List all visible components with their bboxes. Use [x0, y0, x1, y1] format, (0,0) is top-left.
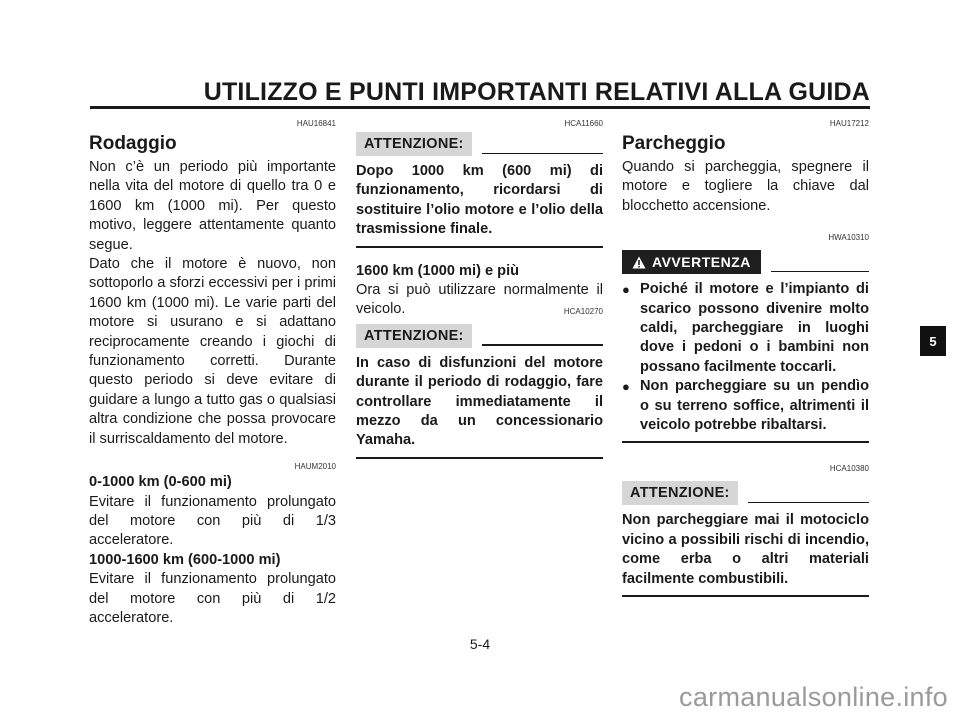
paragraph: Ora si può utilizzare normalmente il veicolo.: [356, 282, 603, 318]
warning-list: [622, 280, 869, 435]
caution-rule: [482, 344, 603, 346]
caution-header: [356, 130, 603, 158]
caution-text: Dopo 1000 km (600 mi) di funzionamento, ricordarsi di sostituire l’olio motore e l’olio della trasmissione finale.: [356, 163, 603, 238]
section-code: HCA10270: [563, 306, 603, 316]
warning-header: [622, 248, 869, 276]
section-code: HAU16841: [296, 119, 336, 128]
caution-end-rule: [356, 246, 603, 248]
list-item: ● Non parcheggiare su un pendìo o su terreno soffice, altrimenti il veicolo potrebbe ribaltarsi.: [622, 377, 869, 435]
section-code: HCA11660: [564, 119, 603, 128]
section-heading-parcheggio: Parcheggio: [622, 133, 726, 154]
caution-badge: ATTENZIONE:: [356, 324, 472, 348]
paragraph: Evitare il funzionamento prolungato del motore con più di 1/2 acceleratore.: [89, 571, 336, 626]
bullet-icon: ●: [622, 379, 630, 395]
caution-header: [622, 479, 869, 507]
paragraph: Non c’è un periodo più importante nella vita del motore di quello tra 0 e 1600 km (1000 mi). Per questo motivo, leggere attentamente quanto segue.: [89, 159, 336, 253]
paragraph: Quando si parcheggia, spegnere il motore e togliere la chiave dal blocchetto accensione.: [622, 159, 869, 214]
subheading: 0-1000 km (0-600 mi): [89, 474, 232, 491]
warning-triangle-icon: [632, 256, 646, 269]
subheading: 1600 km (1000 mi) e più: [356, 262, 520, 279]
caution-header: [356, 322, 603, 350]
section-code: HWA10310: [828, 233, 869, 243]
caution-end-rule: [622, 595, 869, 597]
bullet-icon: ●: [622, 282, 630, 298]
caution-text: In caso di disfunzioni del motore durante il periodo di rodaggio, fare controllare immediatamente il mezzo da un concessionario Yamaha.: [356, 354, 603, 449]
caution-text: Non parcheggiare mai il motociclo vicino a possibili rischi di incendio, come erba o altri materiali facilmente combustibili.: [622, 512, 869, 587]
list-item: ● Poiché il motore e l’impianto di scarico possono divenire molto caldi, parcheggiare in luoghi dove i pedoni o i bambini non possano facilmente toccarli.: [622, 280, 869, 377]
subheading: 1000-1600 km (600-1000 mi): [89, 551, 281, 568]
paragraph: Dato che il motore è nuovo, non sottoporlo a sforzi eccessivi per i primi 1600 km (1000 mi). Le varie parti del motore si usurano e si adattano reciprocamente creando i giochi di funzionamento corretti. Durante questo periodo si deve evitare di guidare a lungo a tutto gas o qualsiasi altra condizione che possa provocare il surriscaldamento del motore.: [89, 256, 336, 447]
section-code: HCA10380: [829, 464, 869, 474]
column-middle: [356, 118, 603, 459]
column-right: [622, 118, 869, 597]
paragraph: Evitare il funzionamento prolungato del motore con più di 1/3 acceleratore.: [89, 493, 336, 549]
chapter-tab: 5: [920, 326, 946, 356]
section-code: HAUM2010: [294, 462, 336, 472]
watermark: carmanualsonline.info: [679, 682, 948, 712]
section-heading-rodaggio: Rodaggio: [89, 133, 177, 154]
caution-badge: ATTENZIONE:: [356, 132, 472, 156]
warning-end-rule: [622, 441, 869, 443]
page-number: 5-4: [469, 636, 491, 652]
warning-badge: [622, 250, 761, 274]
caution-end-rule: [356, 457, 603, 459]
column-left: [89, 118, 336, 628]
page-title: UTILIZZO E PUNTI IMPORTANTI RELATIVI ALLA GUIDA: [203, 78, 870, 106]
warning-rule: [771, 271, 869, 273]
header-rule: [90, 106, 870, 109]
warning-badge-label: AVVERTENZA: [652, 254, 751, 271]
caution-badge: ATTENZIONE:: [622, 481, 738, 505]
caution-rule: [482, 153, 603, 155]
caution-rule: [748, 502, 869, 504]
section-code: HAU17212: [829, 119, 869, 128]
